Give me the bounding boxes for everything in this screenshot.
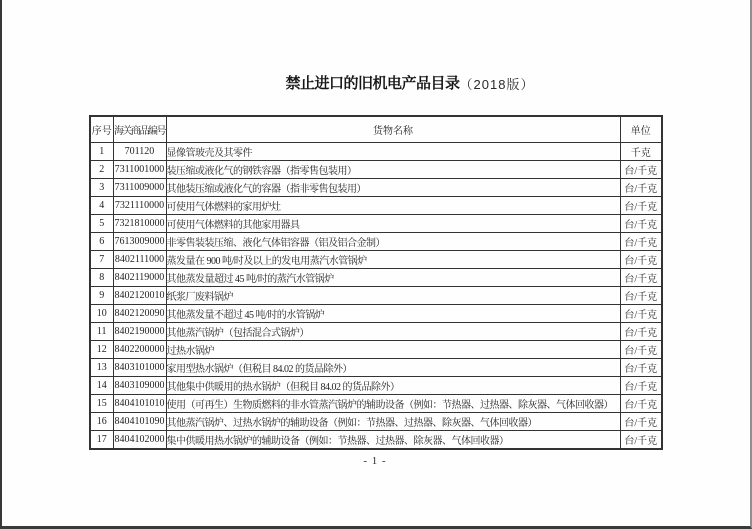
cell-hs-code: 8402190000 (113, 323, 166, 341)
cell-goods-name: 其他集中供暖用的热水锅炉（但税目 84.02 的货品除外） (166, 377, 620, 395)
table-row (90, 323, 662, 341)
cell-hs-code: 701120 (113, 143, 166, 161)
cell-serial-number: 8 (90, 269, 113, 287)
cell-hs-code: 7613009000 (113, 233, 166, 251)
table-row (90, 395, 662, 413)
table-row (90, 287, 662, 305)
table-row (90, 161, 662, 179)
cell-goods-name: 集中供暖用热水锅炉的辅助设备（例如：节热器、过热器、除灰器、气体回收器） (166, 431, 620, 450)
cell-goods-name: 可使用气体燃料的家用炉灶 (166, 197, 620, 215)
cell-goods-name: 其他装压缩或液化气的容器（指非零售包装用） (166, 179, 620, 197)
cell-goods-name: 显像管玻壳及其零件 (166, 143, 620, 161)
cell-unit: 台/千克 (620, 197, 662, 215)
table-row (90, 377, 662, 395)
cell-unit: 台/千克 (620, 179, 662, 197)
cell-serial-number: 1 (90, 143, 113, 161)
cell-unit: 台/千克 (620, 287, 662, 305)
cell-goods-name: 其他蒸汽锅炉（包括混合式锅炉） (166, 323, 620, 341)
cell-hs-code: 8402119000 (113, 269, 166, 287)
header-unit: 单位 (620, 116, 662, 143)
cell-unit: 台/千克 (620, 269, 662, 287)
catalog-table (89, 115, 663, 450)
cell-goods-name: 其他蒸发量不超过 45 吨/时的水管锅炉 (166, 305, 620, 323)
cell-serial-number: 11 (90, 323, 113, 341)
cell-goods-name: 其他蒸发量超过 45 吨/时的蒸汽水管锅炉 (166, 269, 620, 287)
cell-goods-name: 装压缩或液化气的钢铁容器（指零售包装用） (166, 161, 620, 179)
cell-goods-name: 家用型热水锅炉（但税目 84.02 的货品除外） (166, 359, 620, 377)
cell-serial-number: 10 (90, 305, 113, 323)
cell-unit: 台/千克 (620, 341, 662, 359)
cell-goods-name: 蒸发量在 900 吨/时及以上的发电用蒸汽水管锅炉 (166, 251, 620, 269)
table-row (90, 341, 662, 359)
cell-serial-number: 2 (90, 161, 113, 179)
header-hs-code: 海关商品编号 (113, 116, 166, 143)
cell-unit: 台/千克 (620, 359, 662, 377)
cell-serial-number: 16 (90, 413, 113, 431)
table-row (90, 251, 662, 269)
table-row (90, 143, 662, 161)
cell-serial-number: 13 (90, 359, 113, 377)
cell-serial-number: 5 (90, 215, 113, 233)
cell-serial-number: 15 (90, 395, 113, 413)
cell-unit: 台/千克 (620, 305, 662, 323)
header-serial-number: 序号 (90, 116, 113, 143)
cell-hs-code: 8402120090 (113, 305, 166, 323)
cell-serial-number: 6 (90, 233, 113, 251)
cell-goods-name: 过热水锅炉 (166, 341, 620, 359)
cell-unit: 台/千克 (620, 431, 662, 450)
cell-serial-number: 12 (90, 341, 113, 359)
table-row (90, 413, 662, 431)
cell-hs-code: 8402120010 (113, 287, 166, 305)
header-goods-name: 货物名称 (166, 116, 620, 143)
cell-goods-name: 可使用气体燃料的其他家用器具 (166, 215, 620, 233)
cell-hs-code: 8403109000 (113, 377, 166, 395)
table-row (90, 305, 662, 323)
page-number: - 1 - (363, 455, 387, 467)
cell-goods-name: 非零售装装压缩、液化气体铝容器（铝及铝合金制） (166, 233, 620, 251)
cell-serial-number: 7 (90, 251, 113, 269)
cell-hs-code: 8402111000 (113, 251, 166, 269)
cell-unit: 台/千克 (620, 251, 662, 269)
catalog-table-header (90, 116, 662, 143)
cell-unit: 台/千克 (620, 215, 662, 233)
table-row (90, 215, 662, 233)
cell-hs-code: 8402200000 (113, 341, 166, 359)
cell-unit: 台/千克 (620, 395, 662, 413)
cell-unit: 台/千克 (620, 323, 662, 341)
cell-hs-code: 7321810000 (113, 215, 166, 233)
table-row (90, 269, 662, 287)
cell-hs-code: 8404102000 (113, 431, 166, 450)
table-row (90, 197, 662, 215)
cell-serial-number: 4 (90, 197, 113, 215)
document-title-inner (286, 72, 535, 93)
table-row (90, 359, 662, 377)
cell-serial-number: 17 (90, 431, 113, 450)
cell-serial-number: 14 (90, 377, 113, 395)
document-title (2, 72, 750, 93)
catalog-table-body (90, 143, 662, 450)
table-row (90, 431, 662, 450)
cell-hs-code: 7311001000 (113, 161, 166, 179)
cell-goods-name: 其他蒸汽锅炉、过热水锅炉的辅助设备（例如：节热器、过热器、除灰器、气体回收器） (166, 413, 620, 431)
cell-serial-number: 9 (90, 287, 113, 305)
document-title-edition: （2018版） (459, 77, 535, 92)
cell-hs-code: 7311009000 (113, 179, 166, 197)
document-title-main: 禁止进口的旧机电产品目录 (285, 76, 460, 92)
table-row (90, 179, 662, 197)
cell-goods-name: 纸浆厂废料锅炉 (166, 287, 620, 305)
cell-hs-code: 7321110000 (113, 197, 166, 215)
cell-hs-code: 8404101090 (113, 413, 166, 431)
cell-unit: 千克 (620, 143, 662, 161)
cell-hs-code: 8404101010 (113, 395, 166, 413)
cell-goods-name: 使用（可再生）生物质燃料的非水管蒸汽锅炉的辅助设备（例如：节热器、过热器、除灰器、气体回收器） (166, 395, 620, 413)
cell-unit: 台/千克 (620, 413, 662, 431)
cell-unit: 台/千克 (620, 233, 662, 251)
cell-unit: 台/千克 (620, 377, 662, 395)
table-row (90, 233, 662, 251)
cell-unit: 台/千克 (620, 161, 662, 179)
cell-hs-code: 8403101000 (113, 359, 166, 377)
header-row (90, 116, 662, 143)
cell-serial-number: 3 (90, 179, 113, 197)
